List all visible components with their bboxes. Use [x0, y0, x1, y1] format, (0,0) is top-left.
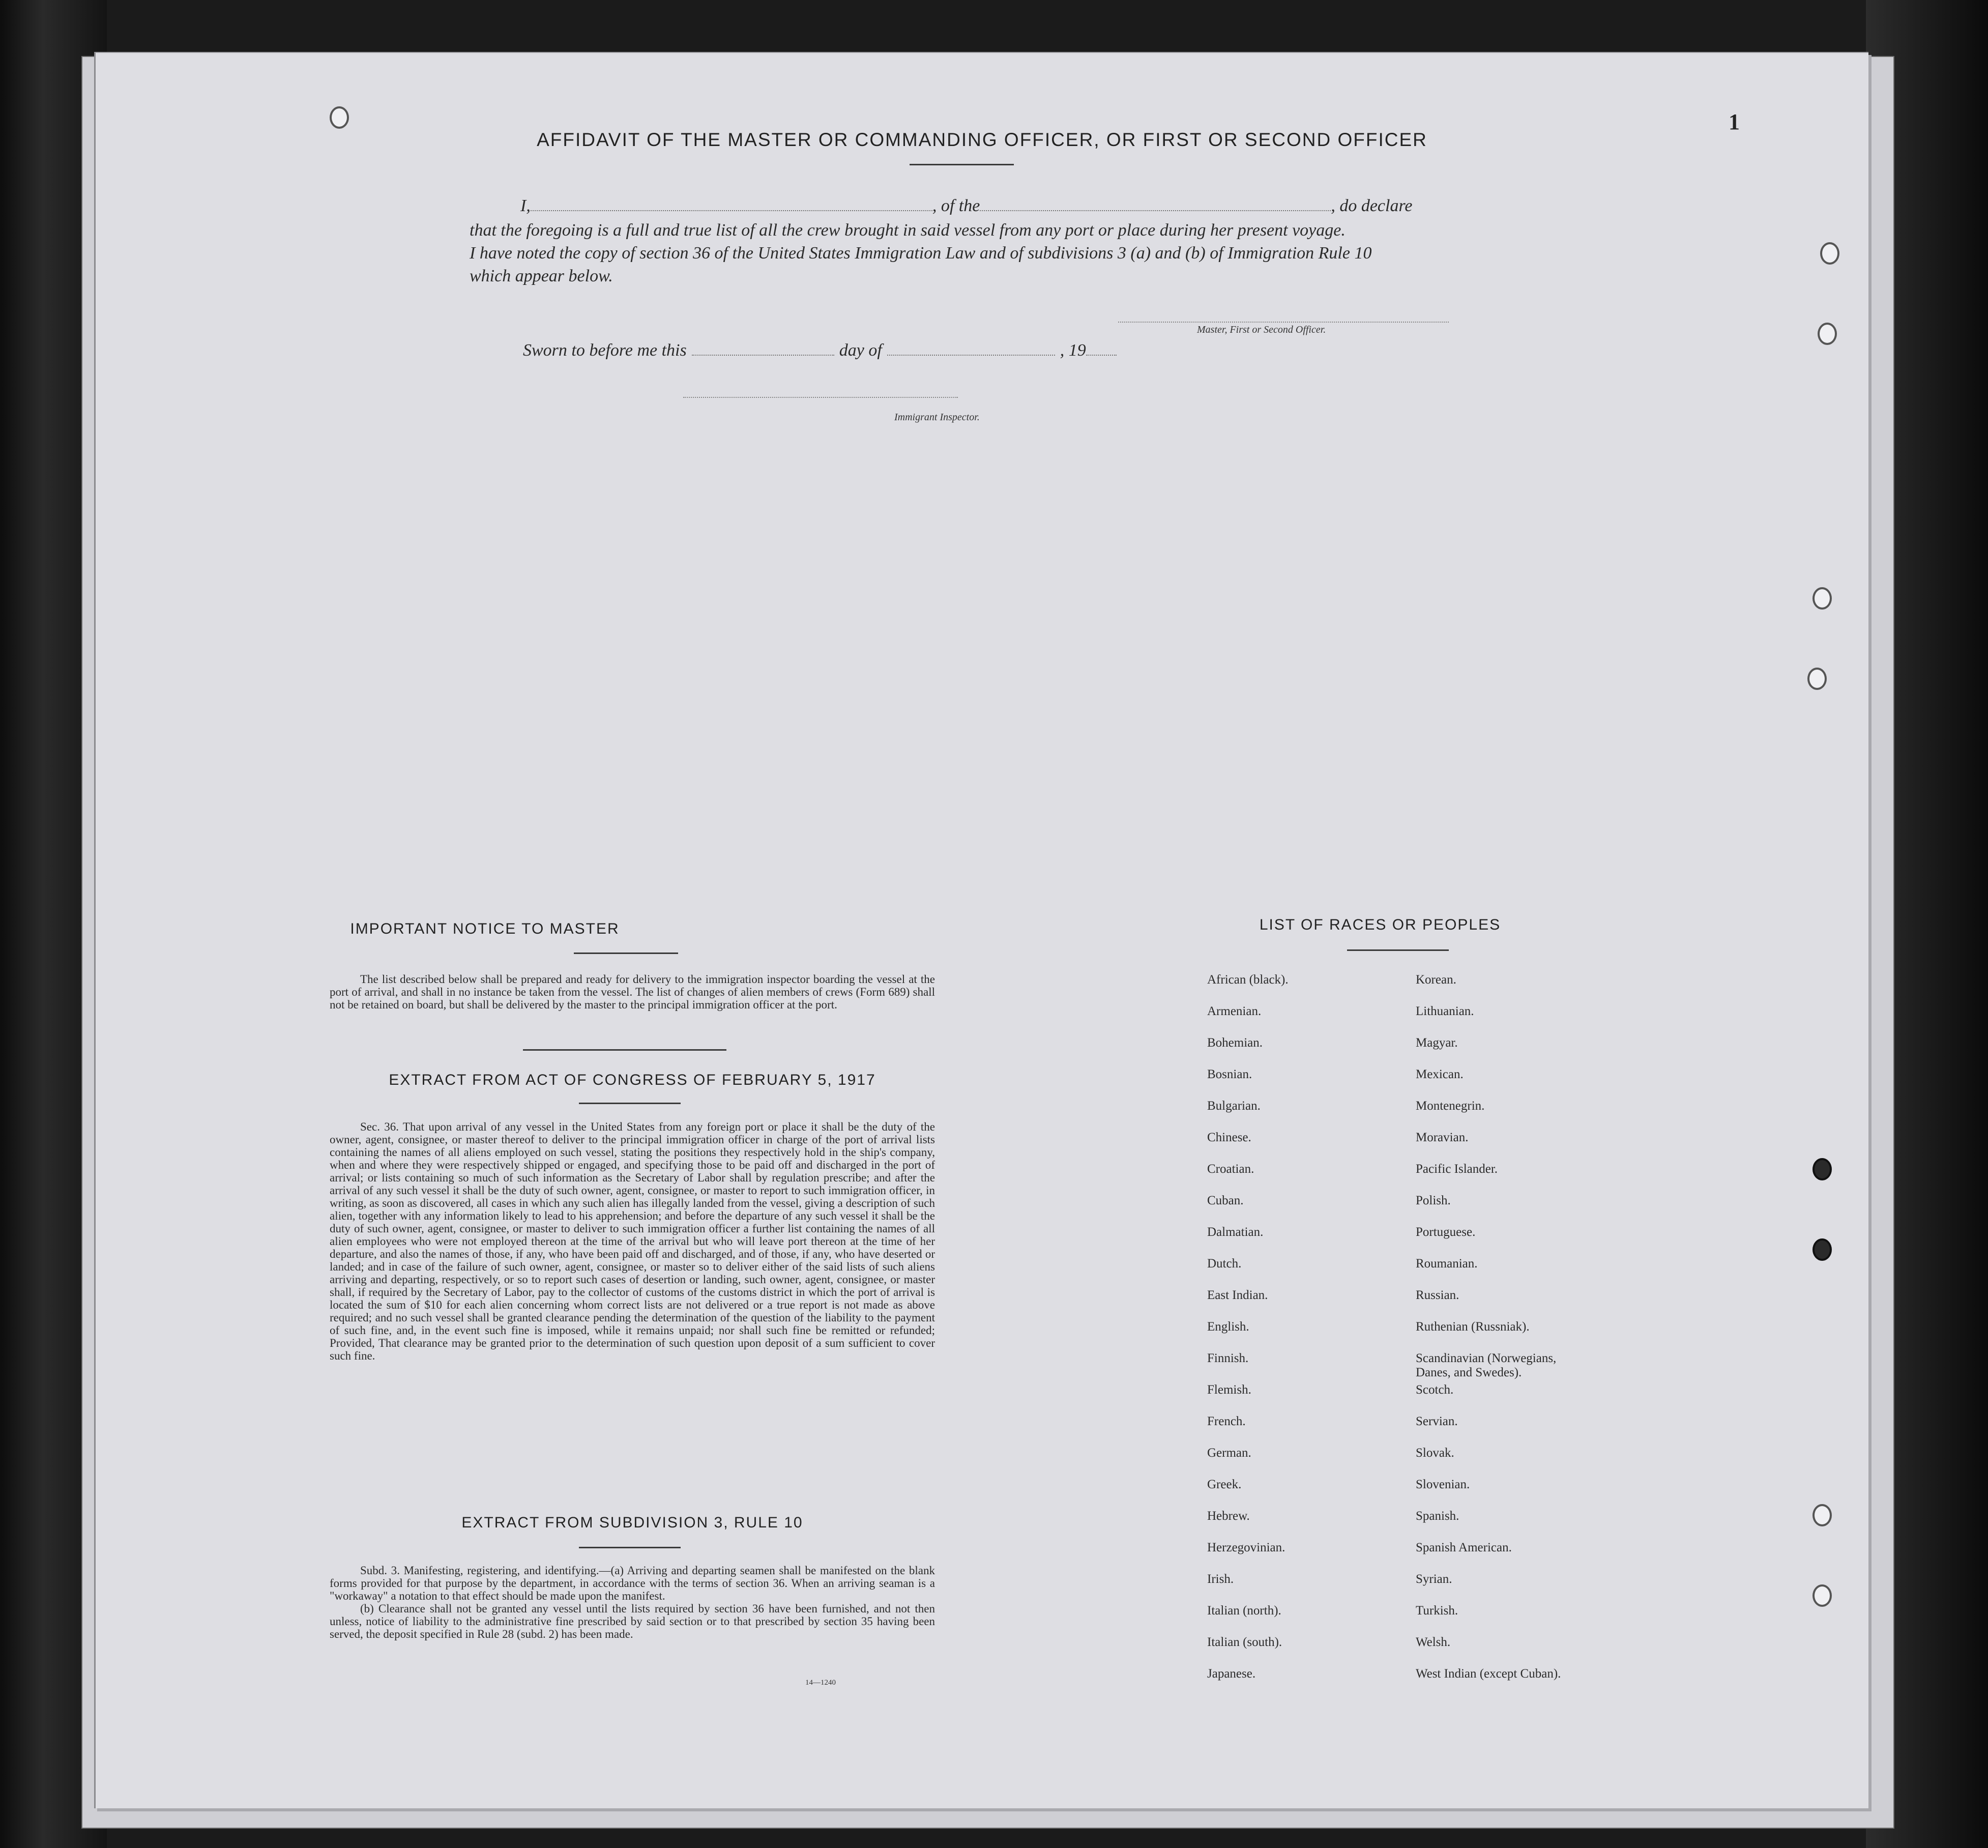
- race-item: Irish.: [1207, 1572, 1234, 1586]
- race-item: Chinese.: [1207, 1131, 1251, 1144]
- punch-hole-icon: [1812, 587, 1832, 610]
- master-signature-label: Master, First or Second Officer.: [1197, 324, 1326, 335]
- extract-act-rule: [579, 1103, 681, 1104]
- race-item: Russian.: [1416, 1288, 1459, 1302]
- races-list-col2: [1416, 973, 1629, 1698]
- race-item: Greek.: [1207, 1478, 1242, 1491]
- race-item: Slovak.: [1416, 1446, 1454, 1460]
- sworn-year-blank[interactable]: [1086, 353, 1117, 356]
- race-item: Korean.: [1416, 973, 1456, 987]
- extract-rule-title: EXTRACT FROM SUBDIVISION 3, RULE 10: [461, 1514, 803, 1531]
- inspector-signature-line[interactable]: [683, 397, 958, 398]
- title-rule: [910, 164, 1014, 165]
- race-item: Cuban.: [1207, 1194, 1244, 1207]
- sworn-line: Sworn to before me this day of , 19: [523, 341, 1117, 360]
- race-item: Dalmatian.: [1207, 1225, 1264, 1239]
- race-item: Portuguese.: [1416, 1225, 1476, 1239]
- race-item: Finnish.: [1207, 1351, 1249, 1365]
- race-item: East Indian.: [1207, 1288, 1268, 1302]
- race-item: Slovenian.: [1416, 1478, 1470, 1491]
- race-item: English.: [1207, 1320, 1249, 1334]
- extract-rule-rule: [579, 1547, 681, 1548]
- punch-hole-icon: [1807, 668, 1827, 690]
- master-signature-line[interactable]: [1118, 322, 1449, 323]
- race-item: Ruthenian (Russniak).: [1416, 1320, 1530, 1334]
- races-rule: [1347, 949, 1449, 951]
- race-item: Italian (south).: [1207, 1635, 1282, 1649]
- inspector-signature-label: Immigrant Inspector.: [894, 412, 980, 423]
- races-title: LIST OF RACES OR PEOPLES: [1259, 916, 1501, 933]
- extract-rule-text: Subd. 3. Manifesting, registering, and identifying.—(a) Arriving and departing seamen shall be manifested on the blank forms provided for that purpose by the department, in accordance with the terms of section 36. When an arriving seaman is a "workaway" a notation to that effect should be made upon the manifest. (b) Clearance shall not be granted any vessel until the lists required by section 36 have been furnished, and not then unless, notice of liability to the administrative fine prescribed by said section or to that prescribed by section 35 having been served, the deposit specified in Rule 28 (subd. 2) has been made.: [330, 1564, 935, 1640]
- punch-hole-icon: [1812, 1584, 1832, 1607]
- race-item: Spanish American.: [1416, 1541, 1512, 1554]
- extract-act-text: Sec. 36. That upon arrival of any vessel in the United States from any foreign port or place it shall be the duty of the owner, agent, consignee, or master thereof to deliver to the principal immigration officer in charge of the port of arrival lists containing the names of all aliens employed on such vessel, stating the positions they respectively hold in the ship's company, when and where they were respectively shipped or engaged, and specifying those to be paid off and discharged in the port of arrival; or lists containing so much of such information as the Secretary of Labor shall by regulation prescribe; and after the arrival of any such vessel it shall be the duty of such owner, agent, consignee, or master to report to such immigration officer, in writing, as soon as discovered, all cases in which any such alien has illegally landed from the vessel, giving a description of such alien, together with any information likely to lead to his apprehension; and before the departure of any such vessel it shall be the duty of such owner, agent, consignee, or master to deliver to such immigration officer a further list containing the names of all alien employees who were not employed thereon at the time of the arrival but who will leave port thereon at the time of her departure, and also the names of those, if any, who have been paid off and discharged, and of those, if any, who have deserted or landed; and in case of the failure of such owner, agent, consignee, or master so to deliver either of the said lists of such aliens arriving and departing, respectively, or so to report such cases of desertion or landing, such owner, agent, consignee, or master shall, if required by the Secretary of Labor, pay to the collector of customs of the customs district in which the port of arrival is located the sum of $10 for each alien concerning whom correct lists are not delivered or a true report is not made as above required; and no such vessel shall be granted clearance pending the determination of the question of the liability to the payment of such fine, and, in the event such fine is imposed, while it remains unpaid; nor shall such fine be remitted or refunded; Provided, That clearance may be granted prior to the determination of such question upon deposit of a sum sufficient to cover such fine.: [330, 1120, 935, 1362]
- affidavit-declaration-line: I, , of the , do declare: [520, 196, 1413, 215]
- affidavit-line-4: which appear below.: [470, 267, 613, 285]
- race-item: Croatian.: [1207, 1162, 1254, 1176]
- race-item: Lithuanian.: [1416, 1004, 1474, 1018]
- notice-rule: [574, 952, 678, 954]
- form-number: 14—1240: [805, 1679, 836, 1687]
- extract-act-title: EXTRACT FROM ACT OF CONGRESS OF FEBRUARY 5, 1917: [389, 1072, 876, 1088]
- punch-hole-icon: [1812, 1238, 1832, 1261]
- race-item: Montenegrin.: [1416, 1099, 1485, 1113]
- race-item: French.: [1207, 1414, 1246, 1428]
- punch-hole-icon: [1812, 1158, 1832, 1180]
- punch-hole-icon: [330, 106, 349, 129]
- name-blank[interactable]: [531, 208, 932, 211]
- sworn-day-blank[interactable]: [692, 353, 834, 356]
- race-item: Syrian.: [1416, 1572, 1452, 1586]
- punch-hole-icon: [1812, 1504, 1832, 1526]
- affidavit-line-3: I have noted the copy of section 36 of the United States Immigration Law and of subdivisions 3 (a) and (b) of Immigration Rule 10: [470, 244, 1372, 263]
- race-item: Bulgarian.: [1207, 1099, 1261, 1113]
- race-item: Bosnian.: [1207, 1067, 1252, 1081]
- notice-title: IMPORTANT NOTICE TO MASTER: [350, 920, 620, 937]
- race-item: Roumanian.: [1416, 1257, 1478, 1270]
- race-item: Pacific Islander.: [1416, 1162, 1498, 1176]
- race-item: Bohemian.: [1207, 1036, 1263, 1050]
- punch-hole-icon: [1820, 242, 1839, 265]
- race-item: Mexican.: [1416, 1067, 1464, 1081]
- race-item: German.: [1207, 1446, 1251, 1460]
- race-item: Welsh.: [1416, 1635, 1451, 1649]
- race-item: Hebrew.: [1207, 1509, 1250, 1523]
- race-item: West Indian (except Cuban).: [1416, 1667, 1561, 1681]
- race-item: Moravian.: [1416, 1131, 1469, 1144]
- races-list-col1: [1207, 973, 1400, 1698]
- folio-mark: 1: [1729, 109, 1740, 134]
- race-item: Flemish.: [1207, 1383, 1251, 1397]
- document-page: [94, 52, 1868, 1808]
- sworn-month-blank[interactable]: [887, 353, 1055, 356]
- notice-separator: [523, 1049, 726, 1051]
- race-item: Spanish.: [1416, 1509, 1459, 1523]
- race-item: Scotch.: [1416, 1383, 1454, 1397]
- race-item: Magyar.: [1416, 1036, 1458, 1050]
- notice-text: The list described below shall be prepared and ready for delivery to the immigration inspector boarding the vessel at the port of arrival, and shall in no instance be taken from the vessel. The list of changes of alien members of crews (Form 689) shall not be retained on board, but shall be delivered by the master to the principal immigration officer at the port.: [330, 973, 935, 1011]
- race-item: African (black).: [1207, 973, 1289, 987]
- affidavit-line-2: that the foregoing is a full and true list of all the crew brought in said vessel from any port or place during her present voyage.: [470, 221, 1346, 240]
- race-item: Armenian.: [1207, 1004, 1262, 1018]
- affidavit-title: AFFIDAVIT OF THE MASTER OR COMMANDING OFFICER, OR FIRST OR SECOND OFFICER: [537, 129, 1427, 150]
- race-item: Scandinavian (Norwegians, Danes, and Swedes).: [1416, 1351, 1557, 1379]
- punch-hole-icon: [1818, 323, 1837, 345]
- race-item: Polish.: [1416, 1194, 1451, 1207]
- vessel-blank[interactable]: [980, 208, 1331, 211]
- race-item: Turkish.: [1416, 1604, 1458, 1618]
- race-item: Japanese.: [1207, 1667, 1256, 1681]
- race-item: Herzegovinian.: [1207, 1541, 1285, 1554]
- race-item: Servian.: [1416, 1414, 1458, 1428]
- race-item: Italian (north).: [1207, 1604, 1281, 1618]
- race-item: Dutch.: [1207, 1257, 1242, 1270]
